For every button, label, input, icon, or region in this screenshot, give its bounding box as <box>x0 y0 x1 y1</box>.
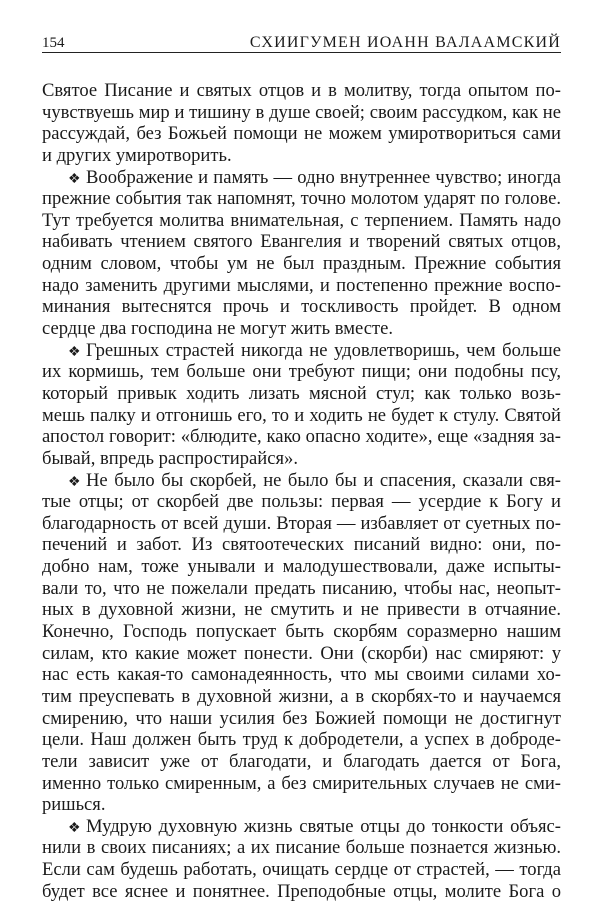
paragraph <box>42 340 561 470</box>
line-text: их кормишь, тем больше они требуют пищи; они подобны псу, <box>42 361 561 383</box>
line-text: бывай, впредь распростирайся». <box>42 447 298 469</box>
line-text: надо заменить другими мыслями, и постепенно прежние воспо- <box>42 274 561 296</box>
text-line <box>42 751 561 773</box>
line-text: Тут требуется молитва внимательная, с терпением. Память надо <box>42 209 561 231</box>
running-title: СХИИГУМЕН ИОАНН ВАЛААМСКИЙ <box>249 34 561 51</box>
text-line <box>42 318 561 340</box>
text-line <box>42 773 561 795</box>
text-line <box>42 643 561 665</box>
text-line <box>42 491 561 513</box>
text-line <box>42 123 561 145</box>
running-header <box>42 30 561 53</box>
text-line <box>42 102 561 124</box>
line-text: мешь палку и отгонишь его, то и ходить не будет к стулу. Святой <box>42 404 561 426</box>
ornament-icon: ❖ <box>68 171 81 187</box>
line-text: нили в своих писаниях; а их писание больше познается жизнью. <box>42 837 561 859</box>
line-text: Воображение и память — одно внутреннее чувство; иногда <box>86 166 561 188</box>
line-text: благодарность от всей души. Вторая — избавляет от суетных по- <box>42 512 561 534</box>
text-line <box>42 816 561 838</box>
text-line <box>42 686 561 708</box>
ornament-icon: ❖ <box>68 344 81 360</box>
line-text: тим преуспевать в духовной жизни, а в скорбях-то и научаемся <box>42 685 561 707</box>
text-line <box>42 167 561 189</box>
text-line <box>42 145 561 167</box>
ornament-icon: ❖ <box>68 820 81 836</box>
text-line <box>42 534 561 556</box>
line-text: цели. Наш должен быть труд к добродетели, а успех в доброде- <box>42 729 561 751</box>
text-line <box>42 361 561 383</box>
text-line <box>42 448 561 470</box>
text-line <box>42 837 561 859</box>
text-line <box>42 599 561 621</box>
text-line <box>42 296 561 318</box>
line-text: и других умиротворить. <box>42 144 232 166</box>
line-text: одним словом, чтобы ум не был праздным. Прежние события <box>42 253 561 275</box>
text-line <box>42 80 561 102</box>
paragraph <box>42 470 561 816</box>
line-text: чувствуешь мир и тишину в душе своей; своим рассудком, как не <box>42 101 561 123</box>
line-text: силам, кто какие может понести. Они (скорби) нас смиряют: у <box>42 642 561 664</box>
text-line <box>42 383 561 405</box>
text-line <box>42 794 561 816</box>
page-body <box>42 80 561 902</box>
line-text: сердце два господина не могут жить вместе. <box>42 318 394 340</box>
line-text: Если сам будешь работать, очищать сердце от страстей, — тогда <box>42 859 561 881</box>
text-line <box>42 426 561 448</box>
line-text: будет все яснее и понятнее. Преподобные отцы, молите Бога о <box>42 880 561 902</box>
page-number: 154 <box>42 35 65 51</box>
text-line <box>42 470 561 492</box>
line-text: смирению, что наши усилия без Божией помощи не достигнут <box>42 707 561 729</box>
line-text: апостол говорит: «блюдите, како опасно ходите», еще «задняя за- <box>42 426 561 448</box>
line-text: Конечно, Господь попускает быть скорбям соразмерно нашим <box>42 621 561 643</box>
text-line <box>42 729 561 751</box>
text-line <box>42 253 561 275</box>
ornament-icon: ❖ <box>68 474 81 490</box>
line-text: рассуждай, без Божьей помощи не можем умиротвориться сами <box>42 123 561 145</box>
text-line <box>42 188 561 210</box>
text-line <box>42 275 561 297</box>
text-line <box>42 340 561 362</box>
line-text: набивать чтением святого Евангелия и творений святых отцов, <box>42 231 561 253</box>
line-text: Не было бы скорбей, не было бы и спасения, сказали свя- <box>86 469 561 491</box>
line-text: нас есть какая-то самонадеянность, что мы своими силами хо- <box>42 664 561 686</box>
text-line <box>42 708 561 730</box>
line-text: печений и забот. Из святоотеческих писаний видно: они, по- <box>42 534 561 556</box>
line-text: ришься. <box>42 794 106 816</box>
text-line <box>42 859 561 881</box>
line-text: Грешных страстей никогда не удовлетворишь, чем больше <box>86 339 561 361</box>
text-line <box>42 231 561 253</box>
line-text: тые отцы; от скорбей две пользы: первая — усердие к Богу и <box>42 491 561 513</box>
line-text: именно только смиренным, а без смирительных случаев не сми- <box>42 772 561 794</box>
paragraph <box>42 816 561 902</box>
line-text: вали то, что не пожелали предать писанию, чтобы нас, неопыт- <box>42 577 561 599</box>
line-text: ных в духовной жизни, не смутить и не привести в отчаяние. <box>42 599 561 621</box>
line-text: прежние события так напомнят, точно молотом ударят по голове. <box>42 188 561 210</box>
line-text: тели зависит уже от благодати, и благодать дается от Бога, <box>42 750 561 772</box>
line-text: минания вытеснятся прочь и тоскливость пройдет. В одном <box>42 296 561 318</box>
line-text: добно нам, тоже унывали и малодушествовали, даже испыты- <box>42 556 561 578</box>
text-line <box>42 664 561 686</box>
line-text: Святое Писание и святых отцов и в молитву, тогда опытом по- <box>42 80 561 101</box>
paragraph <box>42 80 561 167</box>
text-line <box>42 578 561 600</box>
line-text: Мудрую духовную жизнь святые отцы до тонкости объяс- <box>86 815 561 837</box>
text-line <box>42 621 561 643</box>
text-line <box>42 405 561 427</box>
line-text: который привык ходить лизать мясной стул; как только возь- <box>42 382 561 404</box>
text-line <box>42 881 561 902</box>
text-line <box>42 556 561 578</box>
text-line <box>42 513 561 535</box>
text-line <box>42 210 561 232</box>
paragraph <box>42 167 561 340</box>
